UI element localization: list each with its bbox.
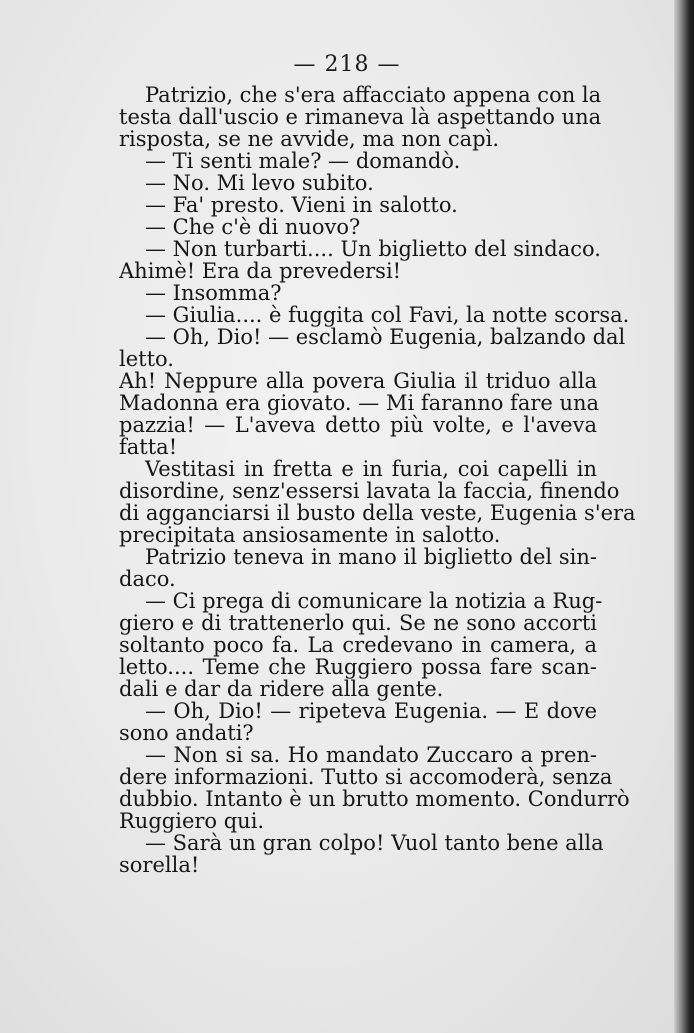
text-line: sono andati?: [119, 721, 254, 745]
text-line: — No. Mi levo subito.: [145, 171, 374, 195]
body-text: [119, 83, 636, 877]
text-line: dere informazioni. Tutto si accomoderà, senza: [119, 765, 613, 789]
text-line: — Sarà un gran colpo! Vuol tanto bene alla: [145, 831, 604, 855]
text-line: disordine, senz'essersi lavata la faccia, finendo: [119, 479, 620, 503]
text-line: pazzia! — L'aveva detto più volte, e l'aveva: [119, 413, 597, 437]
text-line: Patrizio, che s'era affacciato appena con la: [145, 83, 602, 107]
text-line: Ahimè! Era da prevedersi!: [119, 259, 402, 283]
text-line: dali e dar da ridere alla gente.: [119, 677, 444, 701]
text-line: soltanto poco fa. La credevano in camera, a: [119, 633, 597, 657]
text-line: daco.: [119, 567, 176, 591]
text-line: precipitata ansiosamente in salotto.: [119, 523, 501, 547]
text-line: fatta!: [119, 435, 178, 459]
text-line: letto.... Teme che Ruggiero possa fare scan-: [119, 655, 597, 679]
text-line: dubbio. Intanto è un brutto momento. Condurrò: [119, 787, 630, 811]
text-line: — Non si sa. Ho mandato Zuccaro a pren-: [145, 743, 597, 767]
text-line: risposta, se ne avvide, ma non capì.: [119, 127, 499, 151]
text-line: — Oh, Dio! — ripeteva Eugenia. — E dove: [145, 699, 597, 723]
text-line: giero e di trattenerlo qui. Se ne sono accorti: [119, 611, 597, 635]
text-line: di agganciarsi il busto della veste, Eugenia s'era: [119, 501, 636, 525]
text-line: — Oh, Dio! — esclamò Eugenia, balzando dal: [145, 325, 626, 349]
text-line: letto.: [119, 347, 174, 371]
text-line: Patrizio teneva in mano il biglietto del sin-: [145, 545, 597, 569]
text-line: — Che c'è di nuovo?: [145, 215, 361, 239]
text-line: Ruggiero qui.: [119, 809, 265, 833]
text-line: Madonna era giovato. — Mi faranno fare una: [119, 391, 600, 415]
text-line: Ah! Neppure alla povera Giulia il triduo alla: [119, 369, 597, 393]
text-line: — Ti senti male? — domandò.: [145, 149, 461, 173]
text-line: — Fa' presto. Vieni in salotto.: [145, 193, 458, 217]
text-line: testa dall'uscio e rimaneva là aspettando una: [119, 105, 602, 129]
text-line: — Ci prega di comunicare la notizia a Rug-: [145, 589, 603, 613]
text-line: — Giulia.... è fuggita col Favi, la notte scorsa.: [145, 303, 630, 327]
text-line: — Non turbarti.... Un biglietto del sindaco.: [145, 237, 601, 261]
book-binding-edge: [674, 0, 694, 1033]
text-line: — Insomma?: [145, 281, 282, 305]
text-line: Vestitasi in fretta e in furia, coi capelli in: [145, 457, 597, 481]
text-line: sorella!: [119, 853, 200, 877]
page-number: — 218 —: [293, 52, 401, 77]
